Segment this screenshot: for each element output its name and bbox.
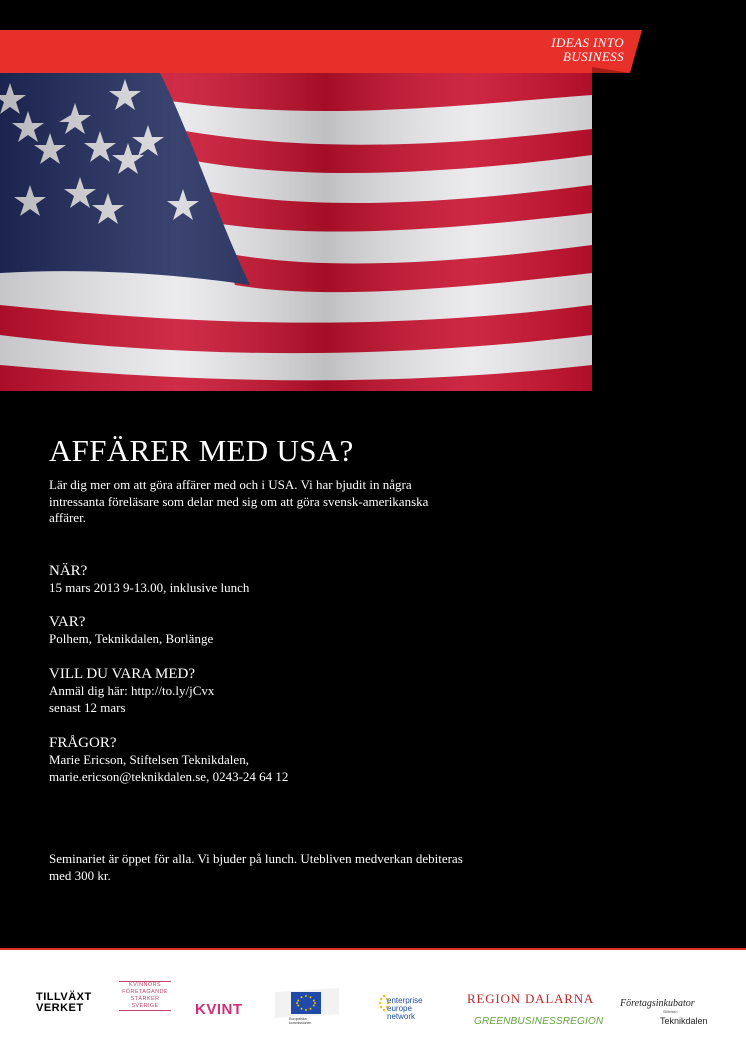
when-heading: NÄR? <box>49 563 88 579</box>
kvint-logo: KVINT <box>195 1001 243 1018</box>
een-line3: network <box>387 1012 416 1021</box>
eu-flag-logo <box>275 988 339 1024</box>
intro-line2: intressanta föreläsare som delar med sig om att göra svensk-amerikanska <box>49 493 429 509</box>
questions-heading: FRÅGOR? <box>49 735 117 751</box>
deadline-text: senast 12 mars <box>49 699 126 715</box>
kvinnors-line4: SVERIGE <box>131 1003 159 1009</box>
when-text: 15 mars 2013 9-13.00, inklusive lunch <box>49 580 250 595</box>
enterprise-europe-network-logo <box>378 994 423 1029</box>
tagline <box>500 36 624 64</box>
een-line2: europe <box>387 1004 412 1013</box>
questions-section <box>49 734 288 785</box>
intro-line3: affärer. <box>49 510 86 525</box>
kvinnors-line1: KVINNORS <box>129 982 161 988</box>
eu-flag-icon <box>275 988 339 1018</box>
where-section <box>49 613 213 648</box>
where-heading: VAR? <box>49 614 86 630</box>
kvinnors-foretagande-logo <box>119 981 171 1011</box>
footer-note <box>49 851 539 884</box>
contact-name: Marie Ericson, Stiftelsen Teknikdalen, <box>49 752 249 767</box>
page-title: AFFÄRER MED USA? <box>49 433 354 468</box>
join-section <box>49 665 214 716</box>
when-section <box>49 562 249 597</box>
teknikdalen-logo: Teknikdalen <box>660 1016 708 1026</box>
us-flag-image <box>0 73 592 391</box>
where-text: Polhem, Teknikdalen, Borlänge <box>49 631 214 646</box>
contact-email[interactable]: marie.ericson@teknikdalen.se, 0243-24 64 12 <box>49 768 289 784</box>
tagline-line1: IDEAS INTO <box>551 35 624 50</box>
region-dalarna-logo: REGION DALARNA <box>467 991 595 1006</box>
tagline-line2: BUSINESS <box>563 49 624 64</box>
intro-line1: Lär dig mer om att göra affärer med och i USA. Vi har bjudit in några <box>49 477 412 492</box>
register-link[interactable]: Anmäl dig här: http://to.ly/jCvx <box>49 683 215 698</box>
stiftelsen-small-text: Stiftelsen <box>663 1010 678 1014</box>
tillvaxtverket-logo <box>36 992 92 1014</box>
footer-note-line2: med 300 kr. <box>49 867 111 883</box>
footer-note-line1: Seminariet är öppet för alla. Vi bjuder på lunch. Utebliven medverkan debiteras <box>49 851 463 866</box>
green-business-region-logo: GREENBUSINESSREGION <box>474 1016 604 1027</box>
join-heading: VILL DU VARA MED? <box>49 666 195 682</box>
kvinnors-line2: FÖRETAGANDE <box>122 989 168 995</box>
tillvaxt-line1: TILLVÄXT <box>36 991 92 1003</box>
intro-text <box>49 477 499 527</box>
foretagsinkubator-logo: Företagsinkubator <box>620 998 695 1009</box>
eu-caption: Europeiska kommissionen <box>289 1017 312 1025</box>
kvinnors-line3: STÄRKER <box>130 996 160 1002</box>
een-line1: enterprise <box>387 996 423 1005</box>
tillvaxt-line2: VERKET <box>36 1002 84 1014</box>
